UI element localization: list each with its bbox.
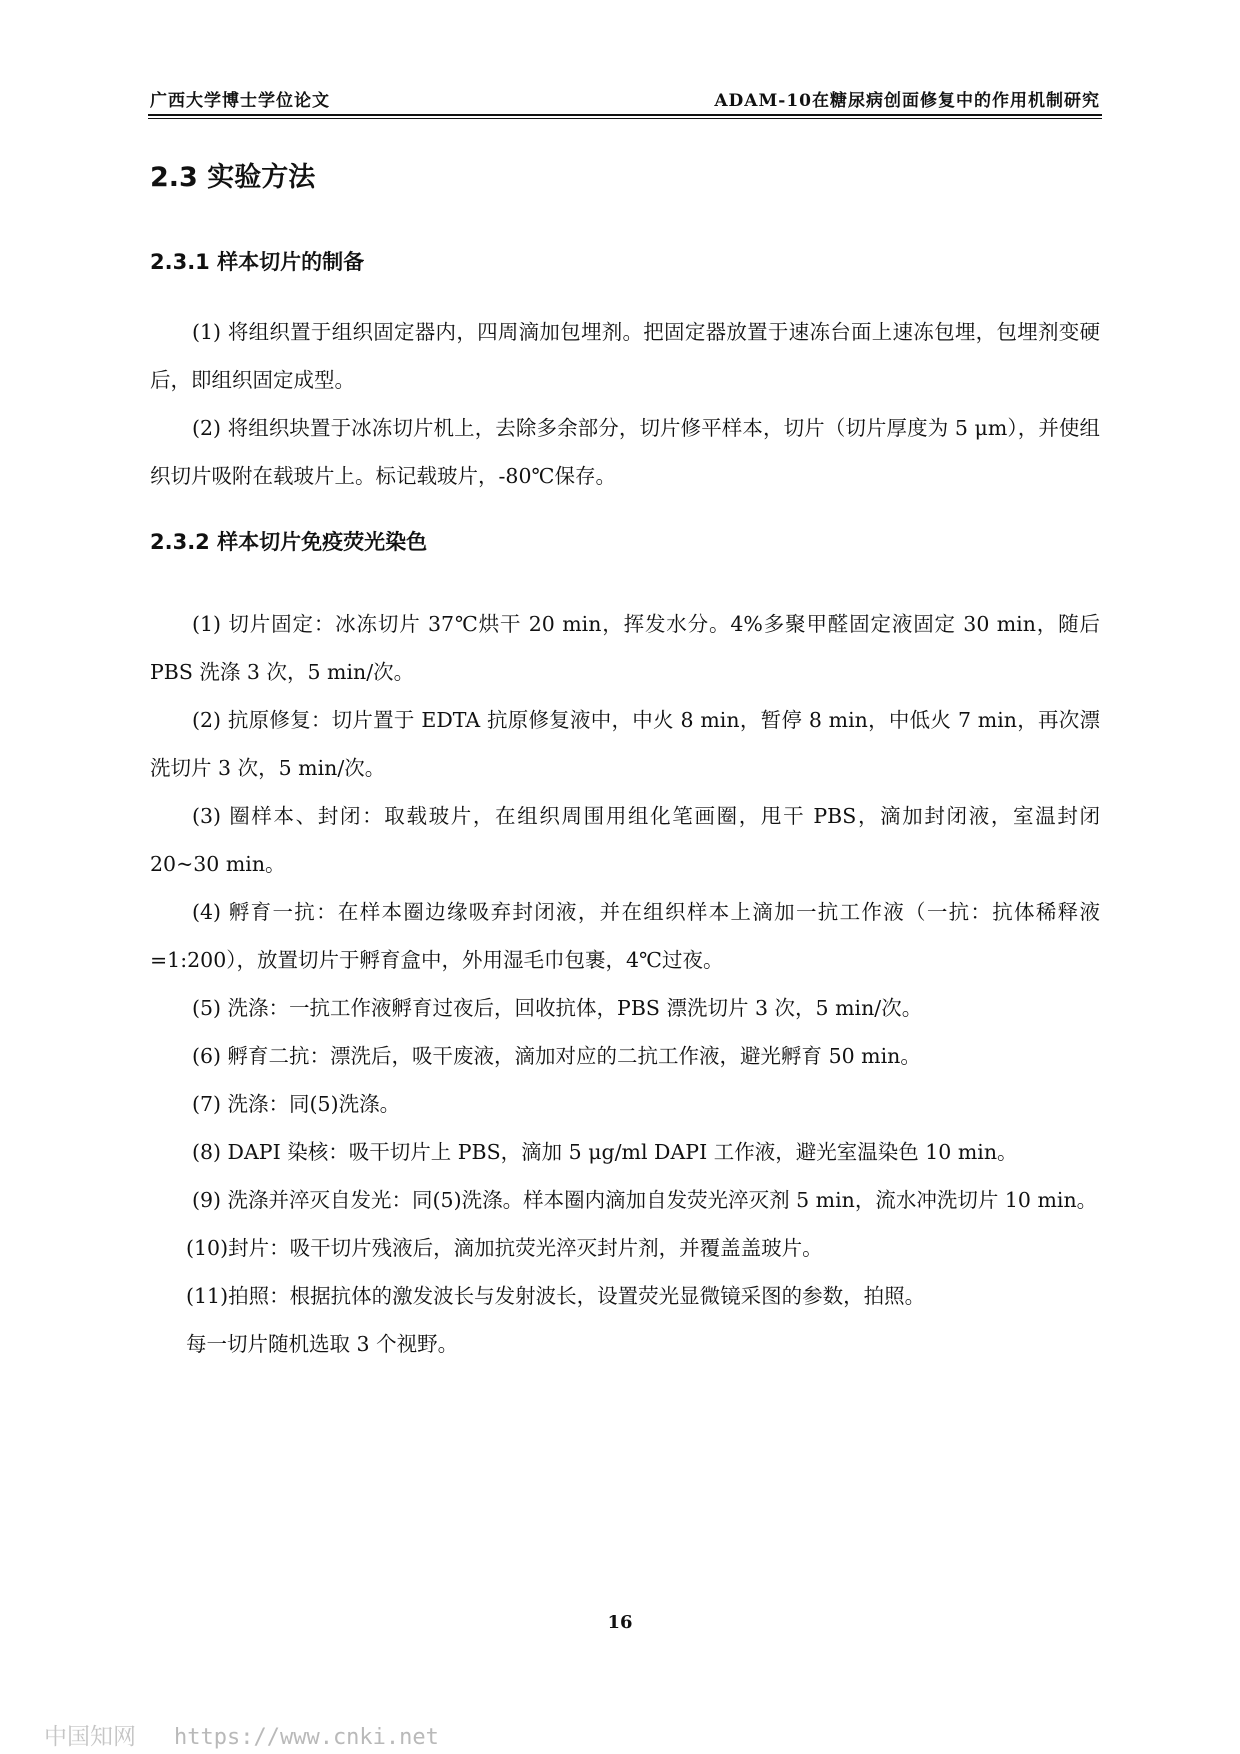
paragraph: (5) 洗涤：一抗工作液孵育过夜后，回收抗体，PBS 漂洗切片 3 次，5 min/次。 [192, 996, 923, 1020]
paragraph: (8) DAPI 染核：吸干切片上 PBS，滴加 5 μg/ml DAPI 工作液，避光室温染色 10 min。 [192, 1140, 1018, 1164]
header-rule-thin [148, 118, 1102, 119]
page-body [150, 158, 1100, 1368]
paragraph: (9) 洗涤并淬灭自发光：同(5)洗涤。样本圈内滴加自发荧光淬灭剂 5 min，流水冲洗切片 10 min。 [192, 1188, 1098, 1212]
paragraph: (1) 切片固定：冰冻切片 37℃烘干 20 min，挥发水分。4%多聚甲醛固定液固定 30 min，随后 PBS 洗涤 3 次，5 min/次。 [150, 612, 1100, 684]
paragraph: (10)封片：吸干切片残液后，滴加抗荧光淬灭封片剂，并覆盖盖玻片。 [186, 1236, 823, 1260]
cnki-watermark [44, 1718, 439, 1751]
header-thesis-title: ADAM-10在糖尿病创面修复中的作用机制研究 [714, 91, 1100, 111]
subsection-title-2-3-1: 2.3.1 样本切片的制备 [150, 250, 365, 274]
running-header [150, 86, 1100, 111]
watermark-logo: 中国知网 [44, 1724, 136, 1750]
paragraph: 每一切片随机选取 3 个视野。 [186, 1332, 459, 1356]
paragraph: (2) 抗原修复：切片置于 EDTA 抗原修复液中，中火 8 min，暂停 8 min，中低火 7 min，再次漂洗切片 3 次，5 min/次。 [150, 708, 1100, 780]
section-title: 2.3 实验方法 [150, 162, 316, 193]
page-number: 16 [607, 1612, 633, 1633]
paragraph: (3) 圈样本、封闭：取载玻片，在组织周围用组化笔画圈，甩干 PBS，滴加封闭液，室温封闭 20~30 min。 [150, 804, 1100, 876]
paragraph: (2) 将组织块置于冰冻切片机上，去除多余部分，切片修平样本，切片（切片厚度为 5 μm），并使组织切片吸附在载玻片上。标记载玻片，-80℃保存。 [150, 416, 1100, 488]
paragraph: (11)拍照：根据抗体的激发波长与发射波长，设置荧光显微镜采图的参数，拍照。 [186, 1284, 926, 1308]
subsection-title-2-3-2: 2.3.2 样本切片免疫荧光染色 [150, 530, 428, 554]
paragraph: (6) 孵育二抗：漂洗后，吸干废液，滴加对应的二抗工作液，避光孵育 50 min。 [192, 1044, 921, 1068]
header-thesis-label: 广西大学博士学位论文 [150, 91, 330, 111]
paragraph: (1) 将组织置于组织固定器内，四周滴加包埋剂。把固定器放置于速冻台面上速冻包埋，包埋剂变硬后，即组织固定成型。 [150, 320, 1100, 392]
paragraph: (7) 洗涤：同(5)洗涤。 [192, 1092, 401, 1116]
header-rule [148, 114, 1102, 116]
paragraph: (4) 孵育一抗：在样本圈边缘吸弃封闭液，并在组织样本上滴加一抗工作液（一抗：抗体稀释液=1:200），放置切片于孵育盒中，外用湿毛巾包裹，4℃过夜。 [150, 900, 1100, 972]
watermark-url[interactable]: https://www.cnki.net [174, 1725, 439, 1750]
